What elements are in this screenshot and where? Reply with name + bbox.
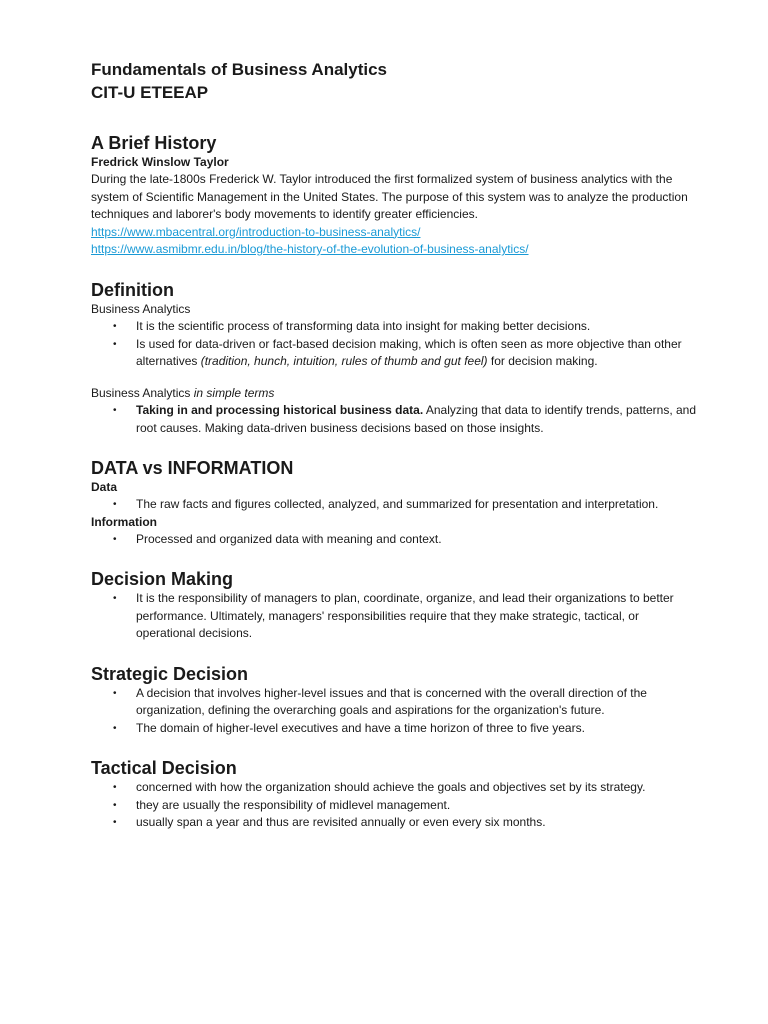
decision-making-list bbox=[91, 590, 698, 643]
simple-terms-label bbox=[91, 385, 698, 403]
history-subheading: Fredrick Winslow Taylor bbox=[91, 155, 229, 169]
list-item: • they are usually the responsibility of midlevel management. bbox=[136, 797, 698, 815]
simple-terms-bullet-rest: Analyzing that data to identify trends, patterns, and root causes. Making data-driven business decisions based on those insights. bbox=[136, 403, 697, 435]
simple-terms-italic: in simple terms bbox=[190, 385, 275, 400]
simple-terms-bullet-bold: Taking in and processing historical business data. bbox=[136, 403, 424, 417]
decision-making-heading: Decision Making bbox=[91, 569, 234, 589]
tactical-heading: Tactical Decision bbox=[91, 758, 237, 778]
list-item: • The raw facts and figures collected, analyzed, and summarized for presentation and interpretation. bbox=[136, 496, 698, 514]
history-paragraph: During the late-1800s Frederick W. Taylor introduced the first formalized system of business analytics with the system of Scientific Management in the United States. The purpose of this system was to analyze the production techniques and laborer's body movements to identify greater efficiencies. bbox=[91, 172, 688, 221]
simple-terms-list bbox=[91, 402, 698, 437]
strategic-list bbox=[91, 685, 698, 738]
list-item: • The domain of higher-level executives and have a time horizon of three to five years. bbox=[136, 720, 698, 738]
simple-terms-bold: Business Analytics bbox=[91, 385, 191, 400]
list-item: • It is the responsibility of managers to plan, coordinate, organize, and lead their organizations to better performance. Ultimately, managers' responsibilities require that they make strategic, tactical, or operational decisions. bbox=[136, 590, 698, 643]
definition-list bbox=[91, 318, 698, 371]
section-tactical-decision bbox=[91, 757, 698, 832]
definition-bullet2-italic: (tradition, hunch, intuition, rules of thumb and gut feel) bbox=[200, 354, 488, 368]
document-title bbox=[91, 58, 698, 104]
data-list bbox=[91, 496, 698, 514]
definition-heading: Definition bbox=[91, 279, 174, 300]
information-label: Information bbox=[91, 514, 157, 529]
definition-subheading: Business Analytics bbox=[91, 301, 191, 316]
section-definition bbox=[91, 279, 698, 438]
definition-bullet2-text: Is used for data-driven or fact-based decision making, which is often seen as more objective than other alternatives bbox=[136, 336, 682, 368]
list-item: • It is the scientific process of transforming data into insight for making better decisions. bbox=[136, 318, 698, 336]
information-list bbox=[91, 531, 698, 549]
title-line-1: Fundamentals of Business Analytics bbox=[91, 60, 387, 79]
list-item bbox=[136, 336, 698, 371]
section-data-vs-information bbox=[91, 457, 698, 548]
history-heading: A Brief History bbox=[91, 133, 217, 153]
data-label: Data bbox=[91, 480, 118, 494]
section-strategic-decision bbox=[91, 663, 698, 738]
history-link-mbacentral[interactable]: https://www.mbacentral.org/introduction-to-business-analytics/ bbox=[91, 224, 421, 239]
section-decision-making bbox=[91, 568, 698, 643]
tactical-list bbox=[91, 779, 698, 832]
list-item: • A decision that involves higher-level issues and that is concerned with the overall direction of the organization, defining the overarching goals and aspirations for the organization's future. bbox=[136, 685, 698, 720]
definition-bullet2-end: for decision making. bbox=[487, 354, 598, 368]
section-history bbox=[91, 132, 698, 259]
strategic-heading: Strategic Decision bbox=[91, 663, 249, 684]
list-item: • Processed and organized data with meaning and context. bbox=[136, 531, 698, 549]
history-link-asmibmr[interactable]: https://www.asmibmr.edu.in/blog/the-history-of-the-evolution-of-business-analytics/ bbox=[91, 242, 529, 256]
list-item: • concerned with how the organization should achieve the goals and objectives set by its strategy. bbox=[136, 779, 698, 797]
list-item bbox=[136, 402, 698, 437]
list-item: • usually span a year and thus are revisited annually or even every six months. bbox=[136, 814, 698, 832]
title-line-2: CIT-U ETEEAP bbox=[91, 83, 209, 102]
data-info-heading: DATA vs INFORMATION bbox=[91, 458, 294, 478]
